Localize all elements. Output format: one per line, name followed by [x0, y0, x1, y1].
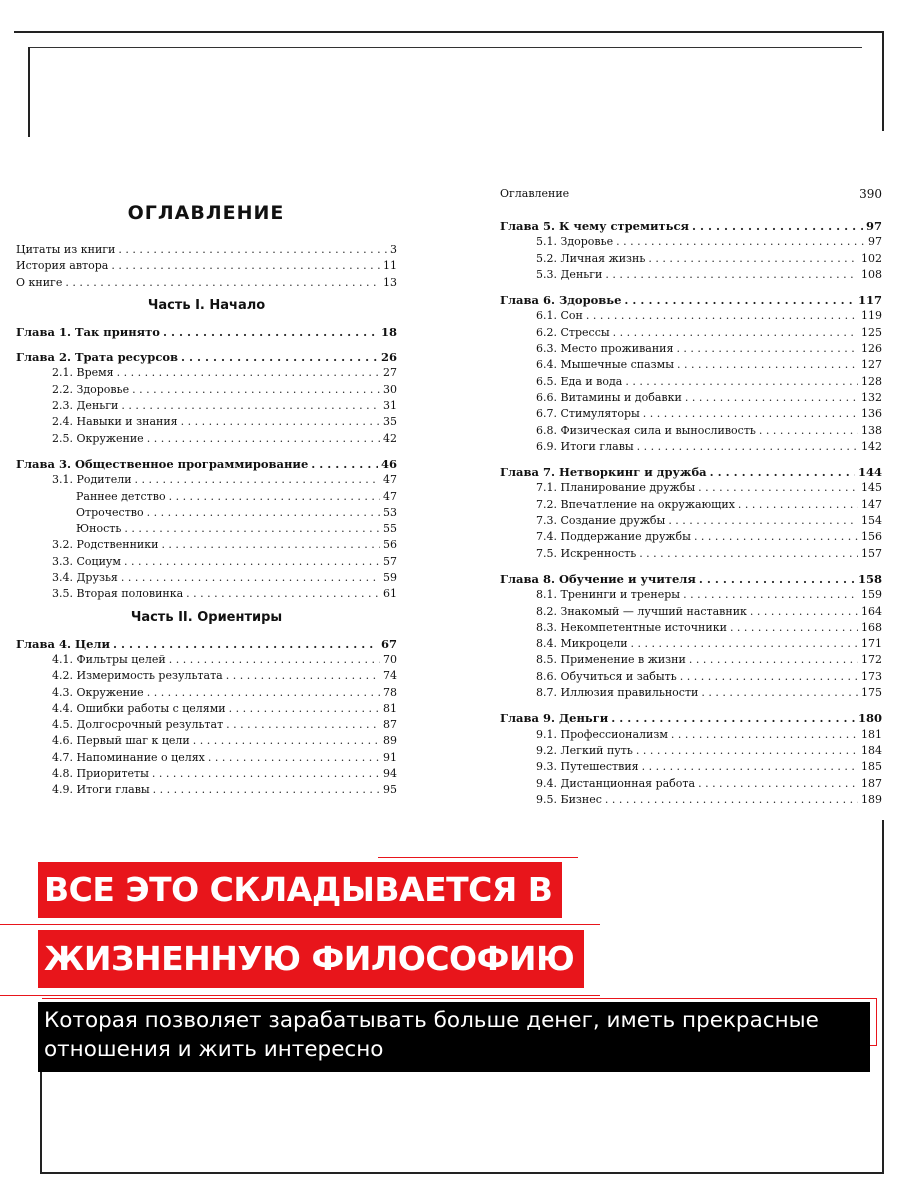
dot-leader [605, 267, 858, 283]
toc-entry-title: Глава 6. Здоровье [500, 293, 622, 308]
toc-entry-page-number: 184 [861, 743, 882, 757]
toc-entry-page-number: 128 [861, 374, 882, 388]
toc-entry-title: Глава 7. Нетворкинг и дружба [500, 465, 707, 480]
toc-entry-page-number: 13 [383, 275, 397, 289]
toc-entry[interactable] [500, 439, 882, 455]
toc-entry-title: 9.3. Путешествия [536, 760, 639, 774]
toc-entry-page-number: 125 [861, 325, 882, 339]
dot-leader [181, 414, 380, 430]
banner-caption: Которая позволяет зарабатывать больше денег, иметь прекрасные отношения и жить интересно [38, 1002, 870, 1072]
dot-leader [65, 275, 380, 291]
toc-entry[interactable] [500, 390, 882, 406]
toc-entry[interactable] [16, 782, 397, 798]
dot-leader [147, 431, 380, 447]
toc-entry-title: 5.1. Здоровье [536, 235, 614, 249]
toc-entry-page-number: 67 [380, 636, 397, 651]
dot-leader [132, 382, 380, 398]
toc-entry-title: 8.3. Некомпетентные источники [536, 620, 727, 634]
dot-leader [625, 374, 858, 390]
toc-entry-page-number: 26 [380, 350, 397, 365]
toc-entry-page-number: 74 [383, 669, 397, 683]
toc-entry-page-number: 102 [861, 251, 882, 265]
toc-entry[interactable] [16, 505, 397, 521]
toc-entry[interactable] [16, 685, 397, 701]
toc-entry-title: 7.3. Создание дружбы [536, 514, 666, 528]
toc-entry[interactable] [500, 480, 882, 496]
toc-entry-page-number: 18 [380, 324, 397, 339]
toc-entry-title: Глава 1. Так принято [16, 324, 160, 339]
toc-entry[interactable] [500, 759, 882, 775]
toc-entry-page-number: 136 [861, 407, 882, 421]
dot-leader [685, 390, 858, 406]
frame-line-bottom [40, 1172, 884, 1174]
toc-entry[interactable] [16, 431, 397, 447]
frame-line-left-bottom [40, 1070, 42, 1174]
toc-entry-page-number: 145 [861, 481, 882, 495]
dot-leader [710, 464, 855, 480]
dot-leader [111, 258, 380, 274]
toc-entry-title: Глава 5. К чему стремиться [500, 219, 689, 233]
toc-entry-title: 3.3. Социум [52, 554, 121, 568]
toc-entry-title: 6.3. Место проживания [536, 342, 674, 356]
toc-entry-title: 7.1. Планирование дружбы [536, 481, 696, 495]
dot-leader [689, 652, 858, 668]
toc-entry-page-number: 27 [383, 366, 397, 380]
dot-leader [639, 546, 858, 562]
toc-entry-title: 8.2. Знакомый — лучший наставник [536, 604, 747, 618]
toc-entry-title: Глава 9. Деньги [500, 711, 609, 726]
toc-entry[interactable] [16, 717, 397, 733]
toc-entry[interactable] [500, 669, 882, 685]
toc-entry[interactable] [16, 489, 397, 505]
toc-entry-title: 8.5. Применение в жизни [536, 653, 686, 667]
toc-entry-page-number: 42 [383, 431, 397, 445]
toc-entry-title: История автора [16, 259, 109, 273]
dot-leader [193, 733, 380, 749]
toc-right-column [500, 218, 882, 808]
toc-entry-page-number: 181 [861, 727, 882, 741]
frame-line-right [882, 31, 884, 131]
toc-entry[interactable] [500, 406, 882, 422]
toc-entry-title: 2.1. Время [52, 366, 114, 380]
toc-entry-title: 9.4. Дистанционная работа [536, 776, 696, 790]
dot-leader [208, 750, 380, 766]
dot-leader [759, 423, 858, 439]
toc-entry-page-number: 127 [861, 358, 882, 372]
toc-entry-page-number: 97 [868, 235, 882, 249]
toc-entry-title: Глава 3. Общественное программирование [16, 456, 309, 471]
dot-leader [117, 365, 380, 381]
toc-entry[interactable] [16, 414, 397, 430]
toc-entry[interactable] [16, 258, 397, 274]
toc-entry[interactable] [500, 234, 882, 250]
toc-entry[interactable] [500, 620, 882, 636]
dot-leader [163, 324, 378, 340]
toc-entry-title: 2.2. Здоровье [52, 382, 130, 396]
toc-entry-page-number: 55 [383, 522, 397, 536]
toc-entry-page-number: 154 [861, 514, 882, 528]
toc-entry[interactable] [500, 776, 882, 792]
toc-entry-page-number: 156 [861, 530, 882, 544]
toc-entry-page-number: 97 [865, 219, 882, 233]
dot-leader [698, 776, 858, 792]
toc-entry-title: 8.6. Обучиться и забыть [536, 669, 677, 683]
toc-entry-page-number: 173 [861, 669, 882, 683]
toc-entry[interactable] [16, 398, 397, 414]
toc-entry-page-number: 47 [383, 489, 397, 503]
toc-entry-title: 8.1. Тренинги и тренеры [536, 588, 681, 602]
toc-entry[interactable] [500, 267, 882, 283]
toc-entry[interactable] [16, 242, 397, 258]
toc-chapter-entry[interactable] [16, 456, 397, 472]
toc-entry-title: 6.1. Сон [536, 309, 583, 323]
dot-leader [124, 521, 380, 537]
toc-entry[interactable] [16, 275, 397, 291]
toc-entry-page-number: 171 [861, 637, 882, 651]
toc-entry[interactable] [16, 554, 397, 570]
frame-line-right-bottom [882, 820, 884, 1174]
toc-entry[interactable] [500, 743, 882, 759]
red-accent-line [0, 924, 600, 925]
toc-chapter-entry[interactable] [500, 292, 882, 308]
toc-entry[interactable] [500, 727, 882, 743]
toc-entry-title: Раннее детство [76, 489, 166, 503]
toc-entry-page-number: 56 [383, 538, 397, 552]
toc-entry[interactable] [500, 546, 882, 562]
toc-entry-title: 7.4. Поддержание дружбы [536, 530, 691, 544]
toc-entry[interactable] [500, 587, 882, 603]
part-heading: Часть II. Ориентиры [130, 609, 283, 625]
toc-entry-page-number: 53 [383, 505, 397, 519]
toc-entry-title: 4.2. Измеримость результата [52, 669, 223, 683]
toc-entry-page-number: 119 [861, 309, 882, 323]
dot-leader [642, 759, 858, 775]
toc-entry-page-number: 59 [383, 571, 397, 585]
toc-entry-title: 4.7. Напоминание о целях [52, 750, 205, 764]
toc-entry-title: 7.5. Искренность [536, 546, 637, 560]
toc-entry[interactable] [16, 570, 397, 586]
toc-entry-title: 8.4. Микроцели [536, 637, 628, 651]
toc-entry[interactable] [16, 766, 397, 782]
toc-entry-title: 2.5. Окружение [52, 431, 144, 445]
toc-entry-page-number: 159 [861, 588, 882, 602]
toc-entry-title: 9.1. Профессионализм [536, 727, 668, 741]
dot-leader [668, 513, 858, 529]
dot-leader [698, 480, 858, 496]
toc-entry-page-number: 164 [861, 604, 882, 618]
toc-entry-title: 4.9. Итоги главы [52, 783, 150, 797]
running-head: Оглавление [500, 187, 570, 200]
toc-entry[interactable] [16, 537, 397, 553]
toc-entry-page-number: 168 [861, 620, 882, 634]
toc-left-column [16, 242, 397, 799]
toc-entry-title: 6.7. Стимуляторы [536, 407, 640, 421]
toc-entry-title: 7.2. Впечатление на окружающих [536, 497, 735, 511]
toc-entry-title: 4.3. Окружение [52, 685, 144, 699]
dot-leader [152, 766, 380, 782]
dot-leader [643, 406, 858, 422]
dot-leader [699, 571, 855, 587]
dot-leader [671, 727, 858, 743]
toc-entry-page-number: 95 [383, 783, 397, 797]
dot-leader [186, 586, 380, 602]
dot-leader [683, 587, 858, 603]
toc-entry-title: 6.8. Физическая сила и выносливость [536, 423, 756, 437]
toc-entry-page-number: 89 [383, 734, 397, 748]
dot-leader [730, 620, 858, 636]
toc-entry-page-number: 57 [383, 554, 397, 568]
toc-entry[interactable] [500, 513, 882, 529]
dot-leader [694, 529, 858, 545]
toc-chapter-entry[interactable] [500, 218, 882, 234]
toc-entry-page-number: 81 [383, 701, 397, 715]
frame-line-top [14, 31, 884, 33]
toc-entry-page-number: 78 [383, 685, 397, 699]
dot-leader [113, 636, 378, 652]
banner-line-1: ВСЕ ЭТО СКЛАДЫВАЕТСЯ В [38, 862, 562, 918]
toc-entry-page-number: 144 [857, 465, 882, 480]
toc-entry[interactable] [16, 668, 397, 684]
toc-entry-page-number: 138 [861, 423, 882, 437]
dot-leader [147, 505, 380, 521]
dot-leader [624, 292, 855, 308]
toc-entry-title: 6.4. Мышечные спазмы [536, 358, 674, 372]
dot-leader [616, 234, 865, 250]
toc-entry-page-number: 70 [383, 652, 397, 666]
toc-entry-title: 4.5. Долгосрочный результат [52, 718, 224, 732]
toc-entry-title: 6.2. Стрессы [536, 325, 610, 339]
dot-leader [586, 308, 858, 324]
dot-leader [226, 668, 380, 684]
dot-leader [121, 398, 380, 414]
toc-entry-title: 5.3. Деньги [536, 267, 603, 281]
toc-entry-title: 2.3. Деньги [52, 399, 119, 413]
toc-entry-page-number: 46 [380, 456, 397, 471]
toc-entry-title: Юность [76, 522, 122, 536]
toc-entry-page-number: 11 [383, 259, 397, 273]
toc-entry-page-number: 30 [383, 382, 397, 396]
toc-entry-page-number: 185 [861, 760, 882, 774]
dot-leader [636, 743, 858, 759]
frame-line-top-inner [28, 47, 862, 48]
dot-leader [118, 242, 387, 258]
page-title: ОГЛАВЛЕНИЕ [127, 202, 285, 224]
toc-chapter-entry[interactable] [16, 324, 397, 340]
toc-entry-title: Цитаты из книги [16, 243, 116, 256]
red-accent-line [0, 995, 600, 996]
toc-entry[interactable] [16, 750, 397, 766]
toc-entry-title: 4.6. Первый шаг к цели [52, 734, 190, 748]
dot-leader [135, 472, 380, 488]
toc-entry[interactable] [500, 497, 882, 513]
toc-chapter-entry[interactable] [500, 710, 882, 726]
toc-entry-title: 3.4. Друзья [52, 571, 118, 585]
dot-leader [121, 570, 380, 586]
dot-leader [677, 357, 858, 373]
frame-line-left [28, 47, 30, 137]
toc-entry[interactable] [500, 685, 882, 701]
toc-entry-page-number: 189 [861, 792, 882, 806]
toc-entry[interactable] [500, 374, 882, 390]
toc-entry-title: 9.2. Легкий путь [536, 743, 633, 757]
toc-entry[interactable] [500, 529, 882, 545]
toc-entry-page-number: 158 [857, 571, 882, 586]
toc-entry[interactable] [500, 325, 882, 341]
toc-entry-page-number: 132 [861, 390, 882, 404]
toc-entry-title: 3.1. Родители [52, 473, 132, 487]
toc-entry-page-number: 172 [861, 653, 882, 667]
dot-leader [692, 218, 863, 234]
toc-entry-title: 2.4. Навыки и знания [52, 415, 178, 429]
toc-entry-title: 9.5. Бизнес [536, 792, 602, 806]
toc-entry-title: 4.1. Фильтры целей [52, 652, 166, 666]
toc-entry[interactable] [16, 701, 397, 717]
toc-entry-page-number: 3 [390, 243, 397, 256]
dot-leader [226, 717, 380, 733]
dot-leader [161, 537, 380, 553]
toc-entry[interactable] [500, 341, 882, 357]
toc-entry-page-number: 126 [861, 342, 882, 356]
dot-leader [169, 489, 380, 505]
toc-entry-page-number: 187 [861, 776, 882, 790]
toc-entry[interactable] [500, 636, 882, 652]
toc-entry-title: 4.8. Приоритеты [52, 767, 149, 781]
toc-entry[interactable] [500, 308, 882, 324]
toc-entry[interactable] [16, 586, 397, 602]
dot-leader [680, 669, 858, 685]
toc-entry-page-number: 31 [383, 399, 397, 413]
toc-entry-title: 4.4. Ошибки работы с целями [52, 701, 226, 715]
toc-entry-page-number: 180 [857, 711, 882, 726]
dot-leader [147, 685, 380, 701]
toc-entry-title: 6.6. Витамины и добавки [536, 390, 682, 404]
part-heading: Часть I. Начало [147, 297, 266, 313]
toc-entry-page-number: 91 [383, 750, 397, 764]
toc-entry-page-number: 87 [383, 718, 397, 732]
dot-leader [169, 652, 380, 668]
dot-leader [631, 636, 858, 652]
dot-leader [311, 456, 378, 472]
toc-entry[interactable] [16, 472, 397, 488]
red-accent-line [378, 857, 578, 858]
toc-chapter-entry[interactable] [16, 349, 397, 365]
toc-entry-page-number: 117 [857, 293, 882, 308]
toc-entry-title: Глава 8. Обучение и учителя [500, 571, 696, 586]
toc-entry-page-number: 147 [861, 497, 882, 511]
dot-leader [124, 554, 380, 570]
toc-entry-title: Отрочество [76, 505, 144, 519]
toc-entry-page-number: 108 [861, 267, 882, 281]
dot-leader [229, 701, 380, 717]
toc-entry[interactable] [500, 792, 882, 808]
dot-leader [611, 710, 855, 726]
toc-entry-title: 5.2. Личная жизнь [536, 251, 646, 265]
toc-entry[interactable] [500, 652, 882, 668]
toc-entry-page-number: 142 [861, 439, 882, 453]
toc-entry[interactable] [500, 423, 882, 439]
toc-entry-page-number: 175 [861, 686, 882, 700]
toc-entry[interactable] [16, 521, 397, 537]
dot-leader [153, 782, 380, 798]
dot-leader [750, 604, 858, 620]
dot-leader [605, 792, 858, 808]
running-page-number: 390 [859, 187, 882, 201]
dot-leader [701, 685, 858, 701]
toc-entry[interactable] [500, 251, 882, 267]
dot-leader [738, 497, 858, 513]
toc-entry-title: 6.9. Итоги главы [536, 439, 634, 453]
dot-leader [181, 349, 378, 365]
toc-entry-page-number: 94 [383, 767, 397, 781]
toc-entry-title: 6.5. Еда и вода [536, 374, 623, 388]
toc-entry-title: Глава 2. Трата ресурсов [16, 350, 179, 365]
toc-entry-title: 3.2. Родственники [52, 538, 159, 552]
toc-entry-page-number: 47 [383, 473, 397, 487]
toc-entry[interactable] [16, 382, 397, 398]
toc-entry[interactable] [500, 357, 882, 373]
toc-entry[interactable] [16, 365, 397, 381]
toc-entry[interactable] [16, 733, 397, 749]
toc-entry-page-number: 61 [383, 587, 397, 601]
toc-entry-title: 3.5. Вторая половинка [52, 587, 184, 601]
toc-entry-page-number: 35 [383, 415, 397, 429]
toc-entry-page-number: 157 [861, 546, 882, 560]
toc-entry-title: Глава 4. Цели [16, 636, 111, 651]
dot-leader [676, 341, 858, 357]
dot-leader [648, 251, 858, 267]
banner-line-2: ЖИЗНЕННУЮ ФИЛОСОФИЮ [38, 930, 584, 988]
toc-chapter-entry[interactable] [500, 571, 882, 587]
dot-leader [637, 439, 858, 455]
toc-entry-title: 8.7. Иллюзия правильности [536, 686, 699, 700]
toc-entry[interactable] [16, 652, 397, 668]
toc-entry-title: О книге [16, 275, 63, 289]
toc-entry[interactable] [500, 604, 882, 620]
dot-leader [613, 325, 858, 341]
toc-chapter-entry[interactable] [16, 636, 397, 652]
toc-chapter-entry[interactable] [500, 464, 882, 480]
